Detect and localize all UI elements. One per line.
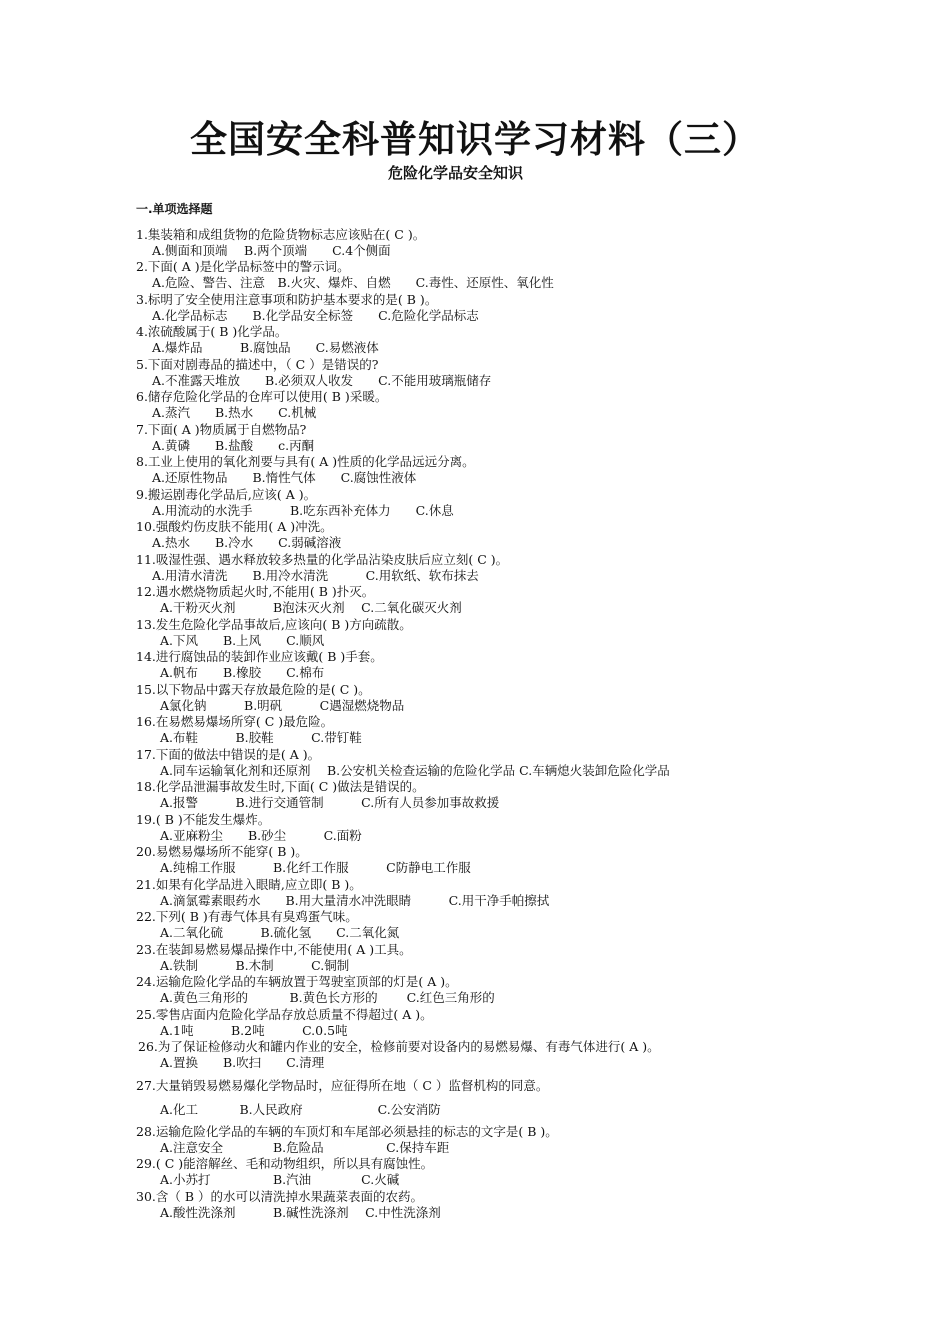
answer-options: A.下风 B.上风 C.顺风: [160, 633, 325, 648]
question-text: 9.搬运剧毒化学品后,应该( A )。: [136, 487, 317, 502]
answer-options: A.用流动的水洗手 B.吃东西补充体力 C.休息: [152, 503, 454, 518]
answer-options: A.不准露天堆放 B.必须双人收发 C.不能用玻璃瓶储存: [152, 373, 492, 388]
question-text: 11.吸湿性强、遇水释放较多热量的化学品沾染皮肤后应立刻( C )。: [136, 552, 509, 567]
answer-options: A.黄磷 B.盐酸 c.丙酮: [152, 438, 315, 453]
answer-options: A.亚麻粉尘 B.砂尘 C.面粉: [160, 828, 362, 843]
answer-options: A.危险、警告、注意 B.火灾、爆炸、自燃 C.毒性、还原性、氧化性: [152, 275, 554, 290]
question-text: 10.强酸灼伤皮肤不能用( A )冲洗。: [136, 519, 333, 534]
document-subtitle: 危险化学品安全知识: [388, 164, 524, 182]
question-text: 13.发生危险化学品事故后,应该向( B )方向疏散。: [136, 617, 412, 632]
answer-options: A.黄色三角形的 B.黄色长方形的 C.红色三角形的: [160, 990, 495, 1005]
answer-options: A.用清水清洗 B.用冷水清洗 C.用软纸、软布抹去: [152, 568, 479, 583]
question-text: 2.下面( A )是化学品标签中的警示词。: [136, 259, 350, 274]
answer-options: A氯化钠 B.明矾 C遇湿燃烧物品: [160, 698, 405, 713]
question-text: 6.储存危险化学品的仓库可以使用( B )采暖。: [136, 389, 388, 404]
question-text: 3.标明了安全使用注意事项和防护基本要求的是( B )。: [136, 292, 438, 307]
answer-options: A.蒸汽 B.热水 C.机械: [152, 405, 317, 420]
question-text: 20.易燃易爆场所不能穿( B )。: [136, 844, 308, 859]
answer-options: A.布鞋 B.胶鞋 C.带钉鞋: [160, 730, 362, 745]
answer-options: A.报警 B.进行交通管制 C.所有人员参加事故救援: [160, 795, 500, 810]
section-heading: 一.单项选择题: [136, 202, 213, 216]
question-text: 21.如果有化学品进入眼睛,应立即( B )。: [136, 877, 362, 892]
question-text: 8.工业上使用的氧化剂要与具有( A )性质的化学品远远分离。: [136, 454, 475, 469]
question-text: 23.在装卸易燃易爆品操作中,不能使用( A )工具。: [136, 942, 412, 957]
answer-options: A.还原性物品 B.惰性气体 C.腐蚀性液体: [152, 470, 417, 485]
answer-options: A.帆布 B.橡胶 C.棉布: [160, 665, 325, 680]
question-text: 4.浓硫酸属于( B )化学品。: [136, 324, 288, 339]
answer-options: A.注意安全 B.危险品 C.保持车距: [160, 1140, 450, 1155]
answer-options: A.酸性洗涤剂 B.碱性洗涤剂 C.中性洗涤剂: [160, 1205, 441, 1220]
question-text: 26.为了保证检修动火和罐内作业的安全，检修前要对设备内的易燃易爆、有毒气体进行( A )。: [138, 1039, 660, 1054]
question-text: 18.化学品泄漏事故发生时,下面( C )做法是错误的。: [136, 779, 425, 794]
answer-options: A.侧面和顶端 B.两个顶端 C.4个侧面: [152, 243, 391, 258]
question-text: 19.( B )不能发生爆炸。: [136, 812, 271, 827]
question-text: 29.( C )能溶解丝、毛和动物组织，所以具有腐蚀性。: [136, 1156, 434, 1171]
question-text: 30.含（ B ）的水可以清洗掉水果蔬菜表面的农药。: [136, 1189, 424, 1204]
question-text: 12.遇水燃烧物质起火时,不能用( B )扑灭。: [136, 584, 375, 599]
answer-options: A.铁制 B.木制 C.铜制: [160, 958, 350, 973]
answer-options: A.滴氯霉素眼药水 B.用大量清水冲洗眼睛 C.用干净手帕擦拭: [160, 893, 550, 908]
question-text: 1.集装箱和成组货物的危险货物标志应该贴在( C )。: [136, 227, 426, 242]
answer-options: A.同车运输氧化剂和还原剂 B.公安机关检查运输的危险化学品 C.车辆熄火装卸危险化学品: [160, 763, 670, 778]
question-text: 5.下面对剧毒品的描述中，（ C ）是错误的?: [136, 357, 379, 372]
answer-options: A.纯棉工作服 B.化纤工作服 C防静电工作服: [160, 860, 471, 875]
answer-options: A.爆炸品 B.腐蚀品 C.易燃液体: [152, 340, 379, 355]
question-text: 15.以下物品中露天存放最危险的是( C )。: [136, 682, 371, 697]
question-text: 28.运输危险化学品的车辆的车顶灯和车尾部必须悬挂的标志的文字是( B )。: [136, 1124, 558, 1139]
question-text: 16.在易燃易爆场所穿( C )最危险。: [136, 714, 334, 729]
question-text: 7.下面( A )物质属于自燃物品?: [136, 422, 307, 437]
answer-options: A.干粉灭火剂 B泡沫灭火剂 C.二氧化碳灭火剂: [160, 600, 462, 615]
question-text: 22.下列( B )有毒气体具有臭鸡蛋气味。: [136, 909, 358, 924]
question-text: 17.下面的做法中错误的是( A )。: [136, 747, 321, 762]
answer-options: A.化学品标志 B.化学品安全标签 C.危险化学品标志: [152, 308, 479, 323]
answer-options: A.热水 B.冷水 C.弱碱溶液: [152, 535, 342, 550]
question-text: 14.进行腐蚀品的装卸作业应该戴( B )手套。: [136, 649, 383, 664]
document-title: 全国安全科普知识学习材料（三）: [190, 118, 760, 161]
answer-options: A.小苏打 B.汽油 C.火碱: [160, 1172, 400, 1187]
question-text: 24.运输危险化学品的车辆放置于驾驶室顶部的灯是( A )。: [136, 974, 458, 989]
answer-options: A.置换 B.吹扫 C.清理: [160, 1055, 325, 1070]
answer-options: A.二氧化硫 B.硫化氢 C.二氧化氮: [160, 925, 400, 940]
question-text: 27.大量销毁易燃易爆化学物品时，应征得所在地（ C ）监督机构的同意。: [136, 1078, 549, 1093]
question-text: 25.零售店面内危险化学品存放总质量不得超过( A )。: [136, 1007, 433, 1022]
answer-options: A.1吨 B.2吨 C.0.5吨: [160, 1023, 348, 1038]
answer-options: A.化工 B.人民政府 C.公安消防: [160, 1102, 441, 1117]
